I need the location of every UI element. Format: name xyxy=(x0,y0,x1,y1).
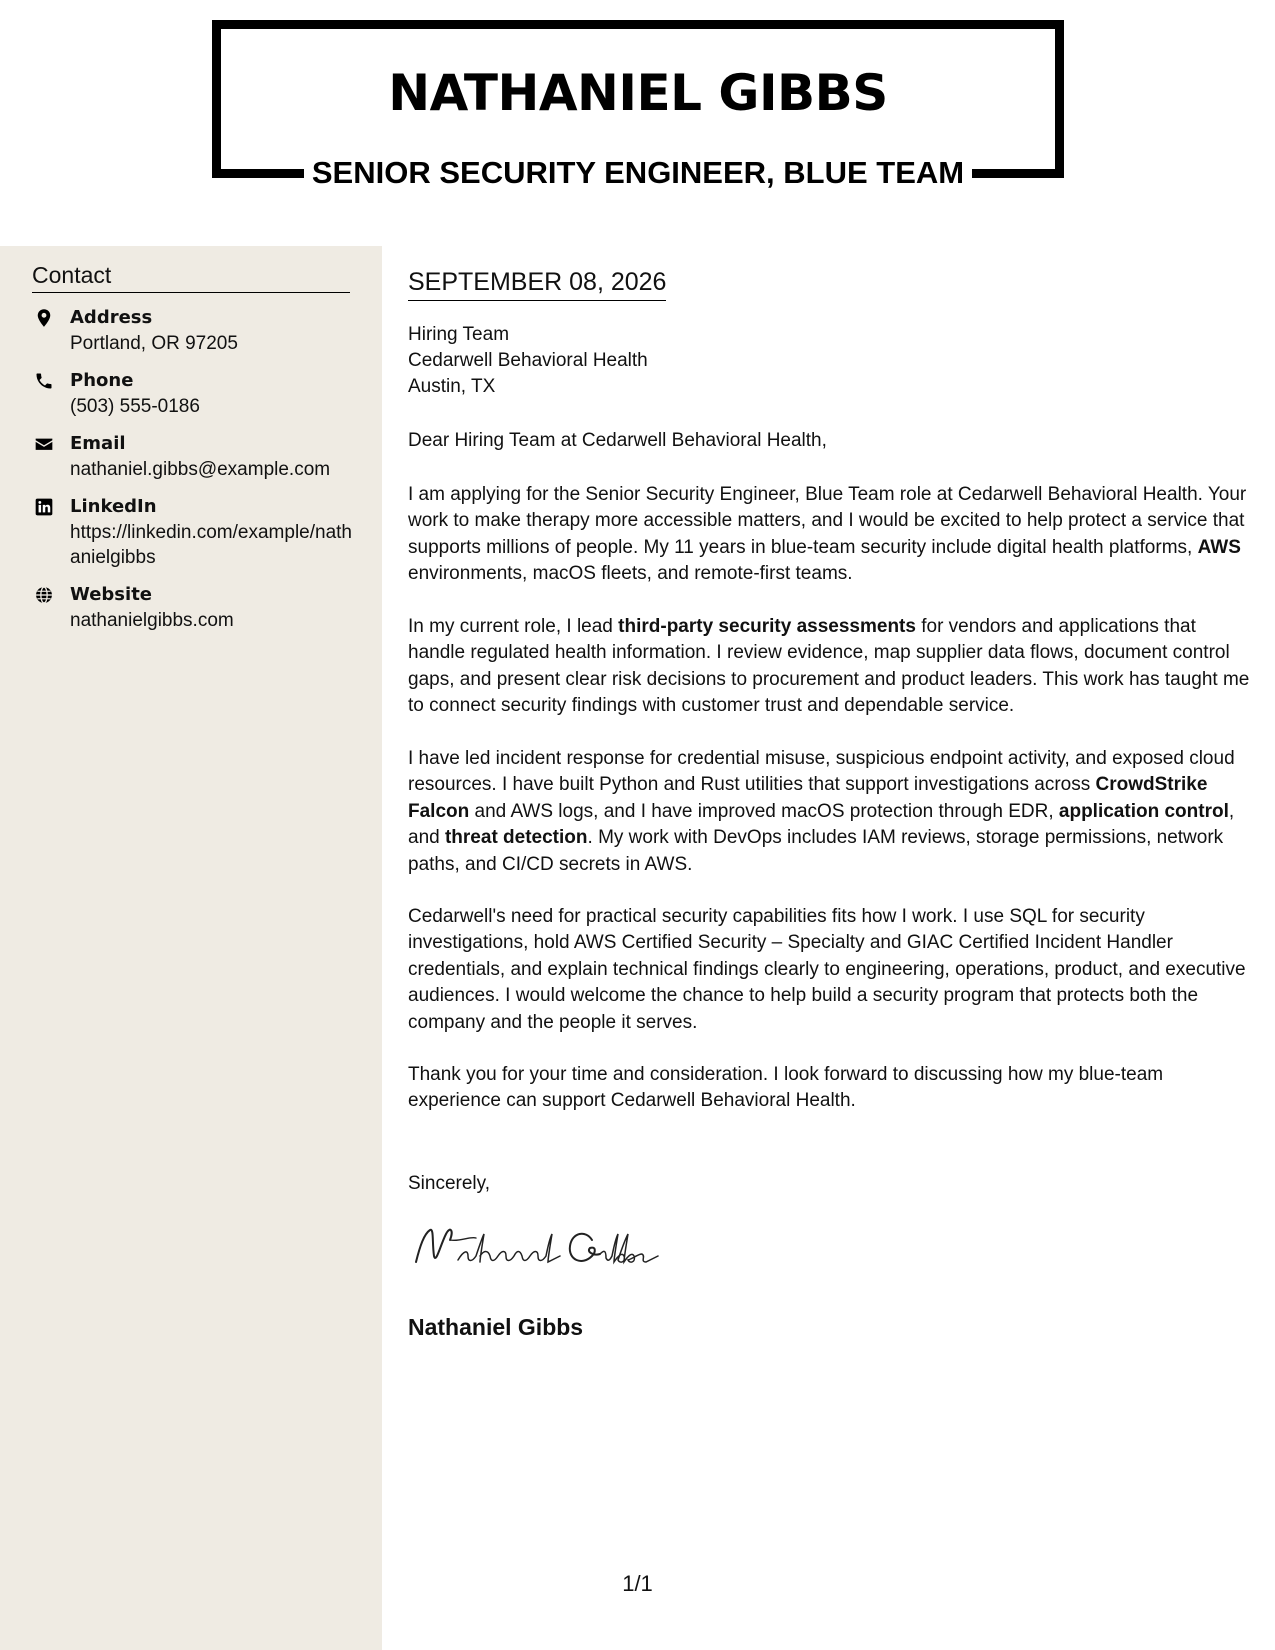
paragraph-text: , and xyxy=(408,800,1235,849)
signer-name: Nathaniel Gibbs xyxy=(408,1314,584,1340)
contact-label: Phone xyxy=(70,370,134,391)
header-frame-top xyxy=(212,20,1064,29)
contact-value-linkedin[interactable]: https://linkedin.com/example/nathanielgibbs xyxy=(70,522,352,568)
contact-value-address: Portland, OR 97205 xyxy=(70,333,238,354)
map-pin-icon xyxy=(34,308,54,328)
paragraph-text: In my current role, I lead xyxy=(408,616,619,637)
emphasized-phrase: AWS xyxy=(1197,536,1241,558)
recipient-line: Austin, TX xyxy=(408,376,496,397)
salutation: Dear Hiring Team at Cedarwell Behavioral Health, xyxy=(408,430,827,451)
paragraph-text: . My work with DevOps includes IAM reviews, storage permissions, network paths, and CI/CD secrets in AWS. xyxy=(408,827,1224,875)
emphasized-phrase: threat detection xyxy=(444,827,588,849)
phone-icon xyxy=(34,371,54,391)
emphasized-phrase: CrowdStrike Falcon xyxy=(408,774,1208,822)
handwritten-signature xyxy=(410,1216,680,1276)
header-frame-bottom-left xyxy=(212,169,304,178)
paragraph-text: and AWS logs, and I have improved macOS protection through EDR, xyxy=(469,800,1059,822)
emphasized-phrase: application control xyxy=(1058,800,1229,822)
letter-paragraph xyxy=(408,482,1250,588)
emphasized-phrase: third-party security assessments xyxy=(618,616,916,637)
contact-label: Address xyxy=(70,307,153,328)
contact-value-phone: (503) 555-0186 xyxy=(70,396,200,417)
recipient-line: Cedarwell Behavioral Health xyxy=(408,350,648,371)
contact-label: Email xyxy=(70,433,126,454)
paragraph-text: Cedarwell's need for practical security capabilities fits how I work. I use SQL for security investigations, hold AWS Certified Security – Specialty and GIAC Certified Incident Handler credentials, and explain technical findings clearly to engineering, operations, product, and executive audiences. I would welcome the chance to help build a security program that protects both the company and the people it serves. xyxy=(408,906,1246,1033)
contact-value-website[interactable]: nathanielgibbs.com xyxy=(70,610,234,631)
job-title: SENIOR SECURITY ENGINEER, BLUE TEAM xyxy=(311,155,965,190)
paragraph-text: I have led incident response for credential misuse, suspicious endpoint activity, and exposed cloud resources. I have built Python and Rust utilities that support investigations across xyxy=(408,748,1235,796)
paragraph-text: Thank you for your time and consideration. I look forward to discussing how my blue-team experience can support Cedarwell Behavioral Health. xyxy=(408,1064,1164,1112)
linkedin-icon xyxy=(34,497,54,517)
letter-paragraph xyxy=(408,1062,1250,1115)
letter-paragraph xyxy=(408,904,1250,1036)
candidate-name: NATHANIEL GIBBS xyxy=(388,64,888,122)
header-frame-left xyxy=(212,20,221,178)
globe-icon xyxy=(34,585,54,605)
contact-label: LinkedIn xyxy=(70,496,157,517)
resume-header xyxy=(0,0,1275,246)
contact-label: Website xyxy=(70,584,153,605)
envelope-icon xyxy=(34,434,54,454)
recipient-line: Hiring Team xyxy=(408,324,510,345)
paragraph-text: environments, macOS fleets, and remote-first teams. xyxy=(408,563,853,585)
letter-paragraph xyxy=(408,746,1250,878)
paragraph-text: I am applying for the Senior Security Engineer, Blue Team role at Cedarwell Behavioral Health. Your work to make therapy more accessible matters, and I would be excited to help protect a service that supports millions of people. My 11 years in blue-team security include digital health platforms, xyxy=(408,484,1247,558)
header-frame-bottom-right xyxy=(972,169,1064,178)
page-number: 1/1 xyxy=(622,1571,653,1596)
contact-sidebar xyxy=(0,246,382,1650)
recipient-block xyxy=(408,322,648,400)
letter-date: SEPTEMBER 08, 2026 xyxy=(408,266,666,301)
closing: Sincerely, xyxy=(408,1173,491,1194)
contact-value-email[interactable]: nathaniel.gibbs@example.com xyxy=(70,459,331,480)
paragraph-text: for vendors and applications that handle regulated health information. I review evidence, map supplier data flows, document control gaps, and present clear risk decisions to procurement and product leaders. This work has taught me to connect security findings with customer trust and dependable service. xyxy=(408,616,1250,717)
header-frame-right xyxy=(1055,20,1064,178)
letter-paragraph xyxy=(408,614,1250,720)
contact-heading: Contact xyxy=(32,260,350,293)
